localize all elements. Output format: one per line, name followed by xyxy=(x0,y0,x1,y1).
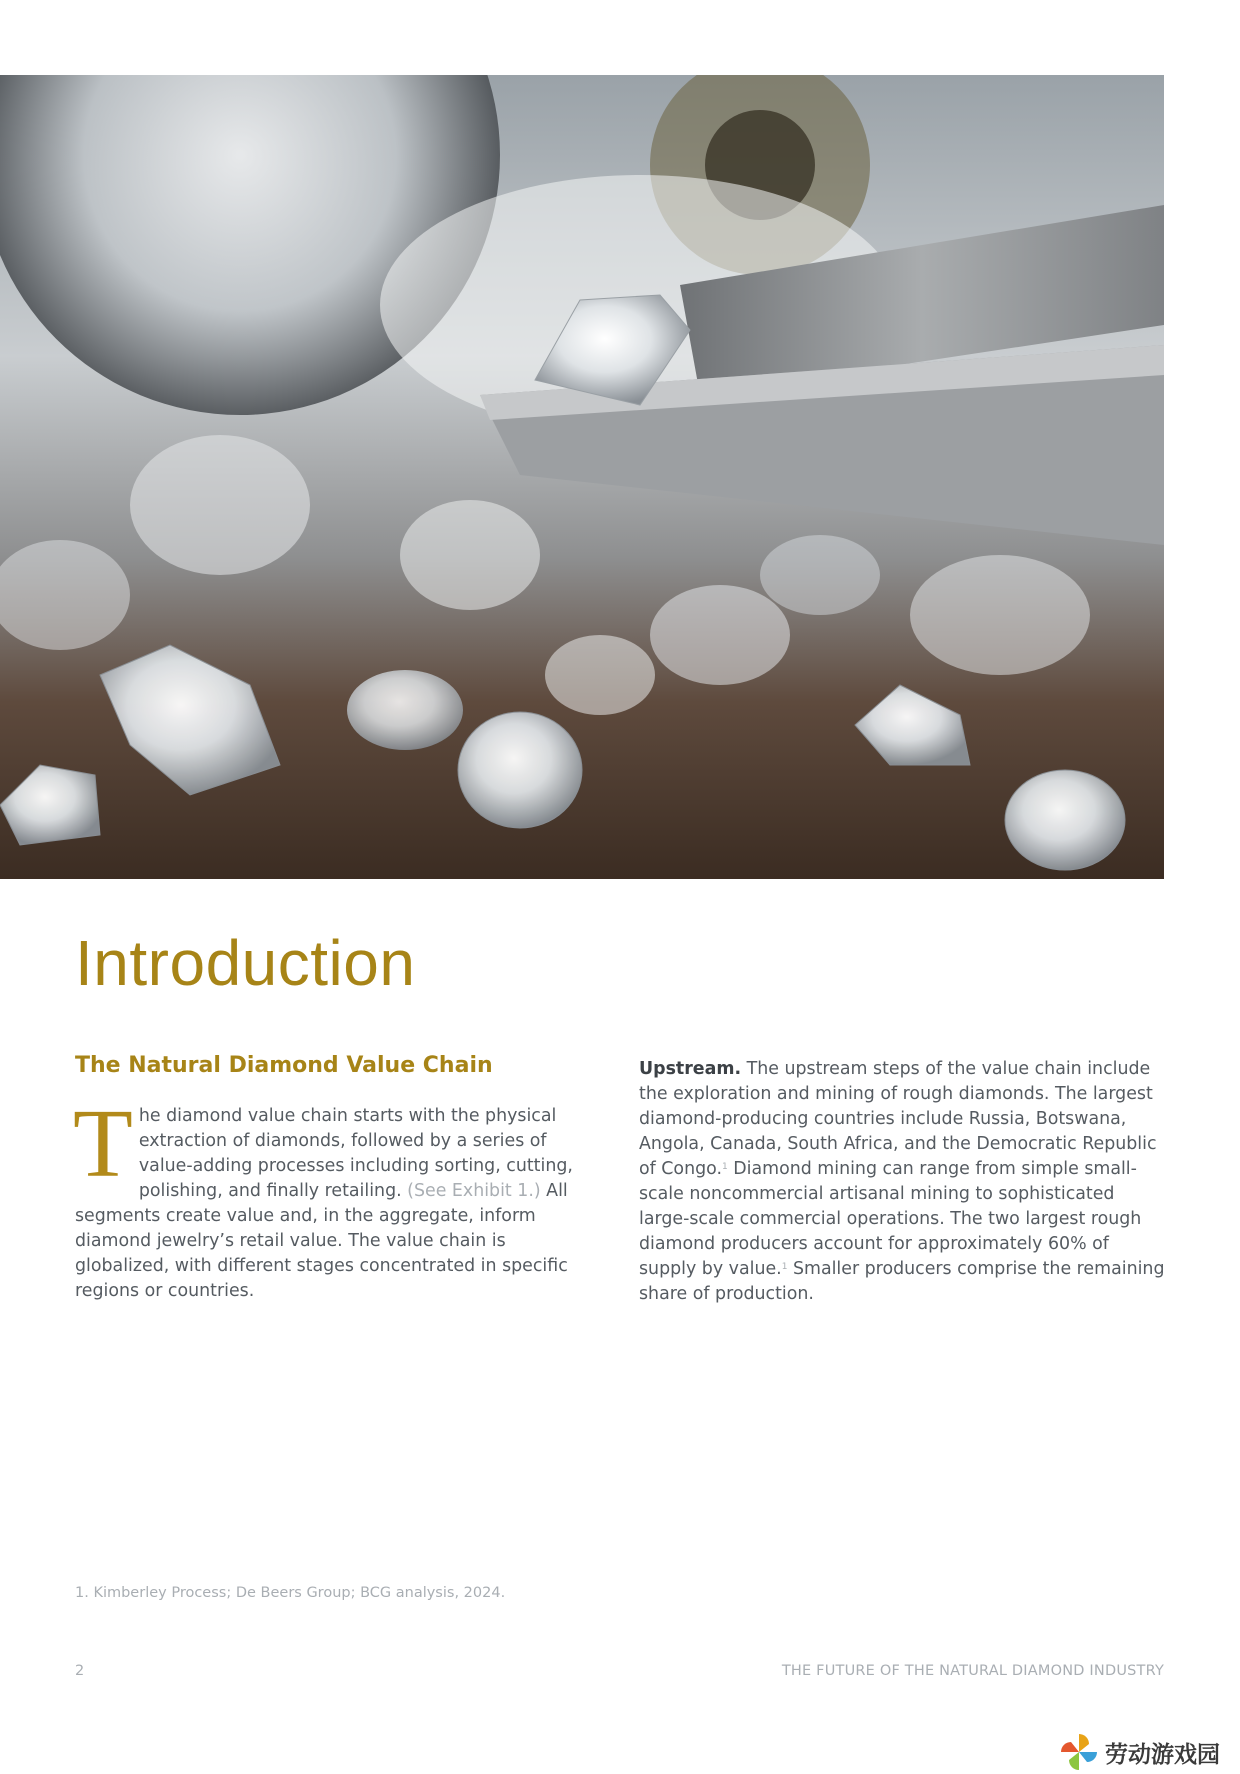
left-column xyxy=(75,1050,605,1304)
upstream-text-a: The upstream steps of the value chain include the exploration and mining of rough diamonds. The largest diamond-producing countries include Russia, Botswana, Angola, Canada, South Africa, and the Democratic Republic of Congo. xyxy=(639,1059,1157,1179)
watermark xyxy=(1059,1730,1220,1774)
upstream-lead: Upstream. xyxy=(639,1059,742,1079)
upstream-text-b: Diamond mining can range from simple small-scale noncommercial artisanal mining to sophisticated large-scale commercial operations. The two largest rough diamond producers account for approximately 60% of supply by value. xyxy=(639,1159,1142,1279)
footnote-ref-1[interactable]: 1 xyxy=(722,1162,728,1172)
page-number: 2 xyxy=(75,1663,85,1679)
running-title: THE FUTURE OF THE NATURAL DIAMOND INDUSTRY xyxy=(781,1663,1164,1679)
upstream-text-c: Smaller producers comprise the remaining share of production. xyxy=(639,1259,1165,1304)
intro-text-a: he diamond value chain starts with the physical extraction of diamonds, followed by a series of value-adding processes including sorting, cutting, polishing, and finally retailing. xyxy=(138,1106,573,1201)
pinwheel-logo-icon xyxy=(1059,1732,1099,1772)
section-heading: The Natural Diamond Value Chain xyxy=(75,1053,493,1078)
intro-paragraph xyxy=(73,1090,605,1304)
drop-cap: T xyxy=(73,1090,133,1198)
intro-text-b: All segments create value and, in the aggregate, inform diamond jewelry’s retail value. The value chain is globalized, with different stages concentrated in specific regions or countries. xyxy=(75,1181,568,1301)
right-column xyxy=(639,1057,1169,1307)
footnote: 1. Kimberley Process; De Beers Group; BCG analysis, 2024. xyxy=(75,1585,506,1601)
diamonds-photo-icon xyxy=(0,75,1164,879)
page-title: Introduction xyxy=(75,927,416,999)
watermark-text: 劳动游戏园 xyxy=(1105,1740,1220,1768)
exhibit-reference-link[interactable]: (See Exhibit 1.) xyxy=(407,1181,541,1201)
hero-image xyxy=(0,75,1164,879)
footnote-ref-2[interactable]: 1 xyxy=(781,1262,788,1272)
upstream-paragraph xyxy=(639,1057,1169,1307)
